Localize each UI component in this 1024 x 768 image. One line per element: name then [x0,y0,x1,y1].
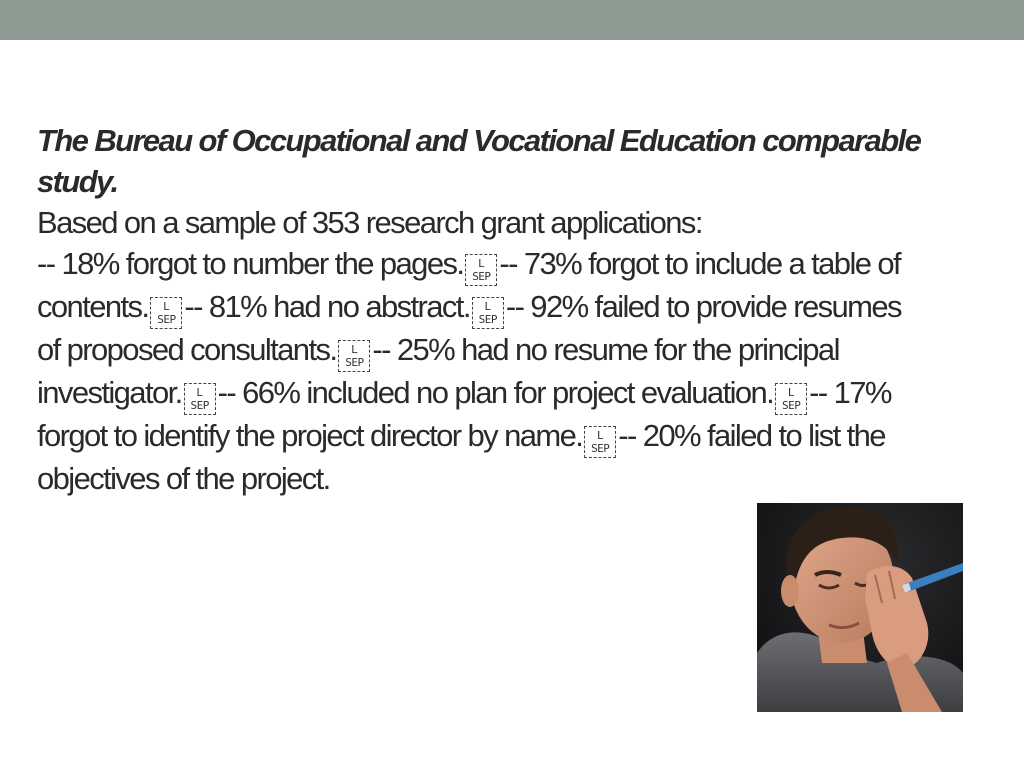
finding-item: -- 81% had no abstract. [184,289,470,324]
finding-item: -- 25% had no resume for the principal investigator. [37,332,839,410]
intro-text: Based on a sample of 353 research grant applications: [37,205,702,240]
slide-heading: The Bureau of Occupational and Vocational Education comparable study. [37,123,921,199]
finding-item: -- 92% failed to provide resumes of proposed consultants. [37,289,901,367]
finding-item: -- 73% forgot to include a table of contents. [37,246,901,324]
finding-item: -- 18% forgot to number the pages. [37,246,464,281]
finding-item: -- 20% failed to list the objectives of the project. [37,418,885,496]
top-banner [0,0,1024,40]
separator-glyph-icon: L SEP [338,340,370,372]
separator-glyph-icon: L SEP [584,426,616,458]
separator-glyph-icon: L SEP [472,297,504,329]
separator-glyph-icon: L SEP [184,383,216,415]
separator-glyph-icon: L SEP [150,297,182,329]
finding-item: -- 66% included no plan for project evaluation. [217,375,774,410]
separator-glyph-icon: L SEP [775,383,807,415]
findings-paragraph [37,243,927,499]
slide-body [37,120,927,499]
person-photo-icon [757,503,963,712]
finding-item: -- 17% forgot to identify the project director by name. [37,375,891,453]
separator-glyph-icon: L SEP [465,254,497,286]
